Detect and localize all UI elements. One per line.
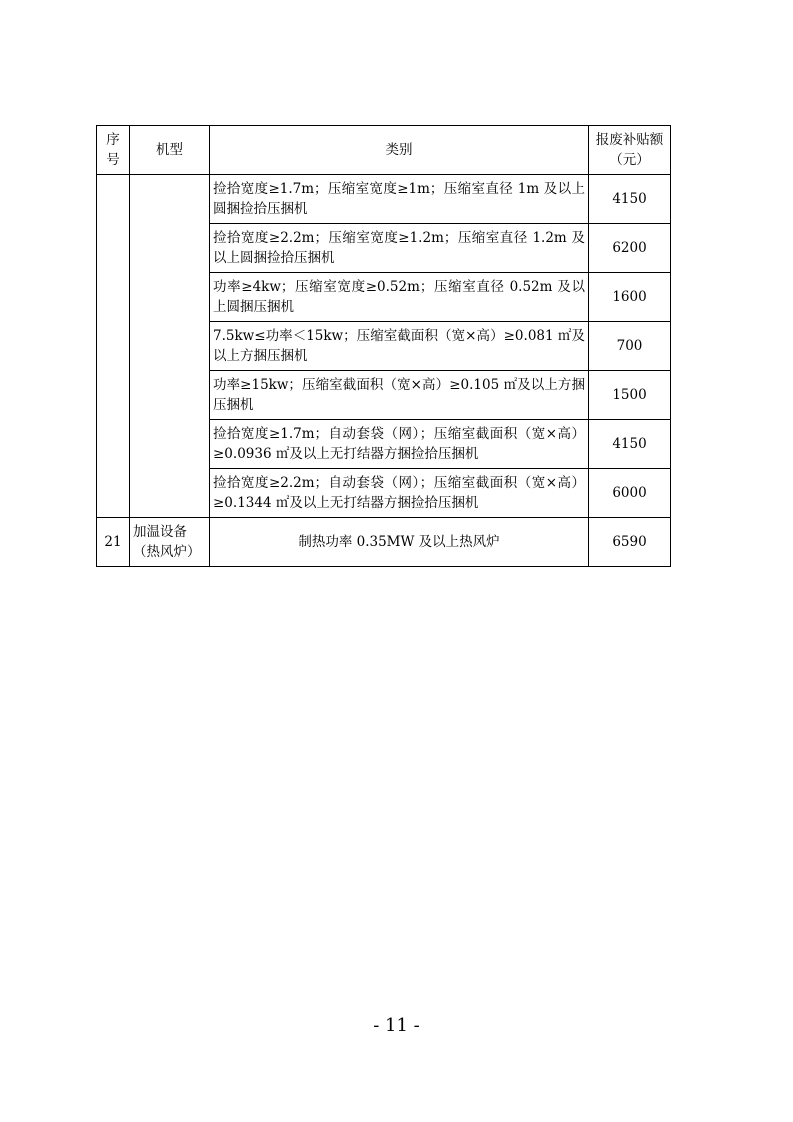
row-no-cell: 21 <box>97 518 130 567</box>
subsidy-table <box>96 125 671 567</box>
category-cell: 捡拾宽度≥2.2m；压缩室宽度≥1.2m；压缩室直径 1.2m 及以上圆捆捡拾压捆机 <box>210 224 589 273</box>
category-cell: 捡拾宽度≥1.7m；压缩室宽度≥1m；压缩室直径 1m 及以上圆捆捡拾压捆机 <box>210 175 589 224</box>
header-type: 机型 <box>130 126 210 175</box>
table-row <box>97 175 671 224</box>
amount-cell: 4150 <box>589 175 671 224</box>
row-no-cell-empty <box>97 175 130 518</box>
category-cell: 功率≥4kw；压缩室宽度≥0.52m；压缩室直径 0.52m 及以上圆捆压捆机 <box>210 273 589 322</box>
amount-cell: 6590 <box>589 518 671 567</box>
amount-cell: 1500 <box>589 371 671 420</box>
header-no: 序号 <box>97 126 130 175</box>
category-cell: 捡拾宽度≥1.7m；自动套袋（网）；压缩室截面积（宽×高）≥0.0936 ㎡及以上无打结器方捆捡拾压捆机 <box>210 420 589 469</box>
amount-cell: 4150 <box>589 420 671 469</box>
amount-cell: 6200 <box>589 224 671 273</box>
row-type-cell: 加温设备（热风炉） <box>130 518 210 567</box>
category-cell: 功率≥15kw；压缩室截面积（宽×高）≥0.105 ㎡及以上方捆压捆机 <box>210 371 589 420</box>
amount-cell: 6000 <box>589 469 671 518</box>
table-row-21 <box>97 518 671 567</box>
category-cell: 制热功率 0.35MW 及以上热风炉 <box>210 518 589 567</box>
page-number: - 11 - <box>373 1015 420 1036</box>
table-header-row <box>97 126 671 175</box>
category-cell: 捡拾宽度≥2.2m；自动套袋（网）；压缩室截面积（宽×高）≥0.1344 ㎡及以上无打结器方捆捡拾压捆机 <box>210 469 589 518</box>
header-category: 类别 <box>210 126 589 175</box>
category-cell: 7.5kw≤功率＜15kw；压缩室截面积（宽×高）≥0.081 ㎡及以上方捆压捆机 <box>210 322 589 371</box>
amount-cell: 1600 <box>589 273 671 322</box>
amount-cell: 700 <box>589 322 671 371</box>
header-amount: 报废补贴额（元） <box>589 126 671 175</box>
row-type-cell-empty <box>130 175 210 518</box>
